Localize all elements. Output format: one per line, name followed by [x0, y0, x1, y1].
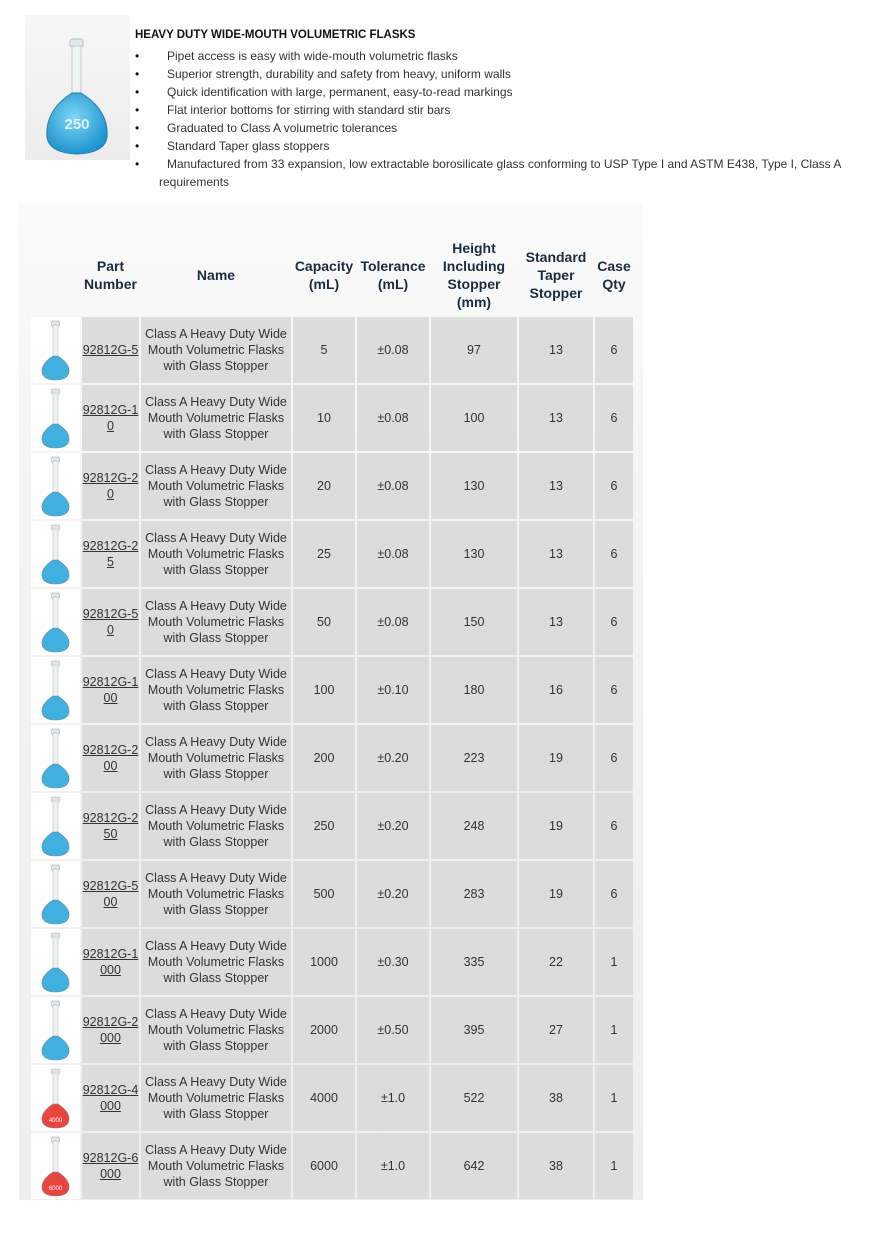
height-cell: 180 [431, 657, 517, 723]
feature-item: • Superior strength, durability and safety from heavy, uniform walls [135, 67, 511, 81]
taper-cell: 19 [519, 725, 593, 791]
part-number-link[interactable]: 92812G-50 [82, 607, 139, 637]
table-header-row [31, 235, 633, 315]
capacity-cell: 50 [293, 589, 355, 655]
part-number-cell [82, 589, 139, 655]
table-row [31, 657, 633, 723]
part-number-cell [82, 793, 139, 859]
part-number-link[interactable]: 92812G-200 [82, 743, 139, 773]
product-name-cell: Class A Heavy Duty Wide Mouth Volumetric Flasks with Glass Stopper [141, 1065, 291, 1131]
capacity-cell: 500 [293, 861, 355, 927]
case-qty-cell: 6 [595, 793, 633, 859]
bullet-mark: • [135, 139, 140, 153]
capacity-cell: 10 [293, 385, 355, 451]
height-cell: 100 [431, 385, 517, 451]
case-qty-cell: 1 [595, 929, 633, 995]
product-table-panel [19, 203, 643, 1200]
capacity-cell: 4000 [293, 1065, 355, 1131]
part-number-cell [82, 997, 139, 1063]
feature-list [135, 47, 865, 191]
flask-thumbnail-cell [31, 861, 80, 927]
part-number-link[interactable]: 92812G-5 [82, 343, 139, 357]
product-name-cell: Class A Heavy Duty Wide Mouth Volumetric Flasks with Glass Stopper [141, 657, 291, 723]
part-number-link[interactable]: 92812G-25 [82, 539, 139, 569]
flask-thumbnail-label: 6000 [48, 1186, 63, 1192]
tolerance-cell: ±0.30 [357, 929, 429, 995]
tolerance-cell: ±0.10 [357, 657, 429, 723]
flask-thumbnail [31, 862, 80, 926]
taper-cell: 19 [519, 861, 593, 927]
product-name-cell: Class A Heavy Duty Wide Mouth Volumetric Flasks with Glass Stopper [141, 589, 291, 655]
flask-thumbnail [31, 1066, 80, 1130]
product-name-cell: Class A Heavy Duty Wide Mouth Volumetric Flasks with Glass Stopper [141, 521, 291, 587]
table-row [31, 1065, 633, 1131]
part-number-cell [82, 317, 139, 383]
capacity-cell: 1000 [293, 929, 355, 995]
flask-thumbnail [31, 930, 80, 994]
flask-thumbnail-cell [31, 725, 80, 791]
table-row [31, 317, 633, 383]
feature-item: • Manufactured from 33 expansion, low extractable borosilicate glass conforming to USP Type I and ASTM E438, Type I, Class A requirements [135, 157, 842, 189]
height-cell: 130 [431, 521, 517, 587]
taper-cell: 22 [519, 929, 593, 995]
tolerance-cell: ±0.08 [357, 317, 429, 383]
col-header-image [31, 235, 80, 315]
table-row [31, 997, 633, 1063]
case-qty-cell: 6 [595, 385, 633, 451]
col-header-name: Name [196, 267, 236, 283]
bullet-mark: • [135, 157, 140, 171]
product-name-cell: Class A Heavy Duty Wide Mouth Volumetric Flasks with Glass Stopper [141, 385, 291, 451]
tolerance-cell: ±0.08 [357, 521, 429, 587]
flask-thumbnail-cell [31, 1133, 80, 1199]
product-name-cell: Class A Heavy Duty Wide Mouth Volumetric Flasks with Glass Stopper [141, 453, 291, 519]
flask-thumbnail [31, 386, 80, 450]
part-number-cell [82, 657, 139, 723]
capacity-cell: 20 [293, 453, 355, 519]
tolerance-cell: ±0.20 [357, 861, 429, 927]
height-cell: 642 [431, 1133, 517, 1199]
part-number-link[interactable]: 92812G-100 [82, 675, 139, 705]
capacity-cell: 25 [293, 521, 355, 587]
taper-cell: 38 [519, 1065, 593, 1131]
flask-thumbnail [31, 1134, 80, 1198]
tolerance-cell: ±0.20 [357, 793, 429, 859]
table-row [31, 453, 633, 519]
bullet-mark: • [135, 103, 140, 117]
feature-item: • Graduated to Class A volumetric tolerances [135, 121, 398, 135]
case-qty-cell: 6 [595, 453, 633, 519]
tolerance-cell: ±0.50 [357, 997, 429, 1063]
feature-item: • Standard Taper glass stoppers [135, 139, 330, 153]
case-qty-cell: 6 [595, 521, 633, 587]
flask-thumbnail [31, 794, 80, 858]
case-qty-cell: 6 [595, 657, 633, 723]
product-title: HEAVY DUTY WIDE-MOUTH VOLUMETRIC FLASKS [135, 29, 416, 41]
table-row [31, 589, 633, 655]
product-table [29, 233, 635, 1201]
height-cell: 97 [431, 317, 517, 383]
flask-thumbnail-cell [31, 521, 80, 587]
bullet-mark: • [135, 49, 140, 63]
flask-thumbnail-cell [31, 997, 80, 1063]
col-header-case-qty: Case Qty [597, 258, 631, 292]
part-number-cell [82, 1065, 139, 1131]
table-row [31, 1133, 633, 1199]
height-cell: 395 [431, 997, 517, 1063]
product-name-cell: Class A Heavy Duty Wide Mouth Volumetric Flasks with Glass Stopper [141, 725, 291, 791]
taper-cell: 13 [519, 385, 593, 451]
case-qty-cell: 6 [595, 861, 633, 927]
flask-thumbnail-cell [31, 385, 80, 451]
part-number-link[interactable]: 92812G-4000 [82, 1083, 139, 1113]
part-number-link[interactable]: 92812G-20 [82, 471, 139, 501]
case-qty-cell: 6 [595, 589, 633, 655]
capacity-cell: 2000 [293, 997, 355, 1063]
product-name-cell: Class A Heavy Duty Wide Mouth Volumetric Flasks with Glass Stopper [141, 1133, 291, 1199]
flask-thumbnail [31, 726, 80, 790]
height-cell: 335 [431, 929, 517, 995]
flask-thumbnail-cell [31, 317, 80, 383]
case-qty-cell: 1 [595, 997, 633, 1063]
case-qty-cell: 6 [595, 725, 633, 791]
part-number-link[interactable]: 92812G-250 [82, 811, 139, 841]
table-row [31, 725, 633, 791]
bullet-mark: • [135, 67, 140, 81]
case-qty-cell: 6 [595, 317, 633, 383]
col-header-height: Height Including Stopper (mm) [442, 240, 506, 310]
height-cell: 150 [431, 589, 517, 655]
capacity-cell: 100 [293, 657, 355, 723]
col-header-part-number: Part Number [84, 258, 137, 292]
product-name-cell: Class A Heavy Duty Wide Mouth Volumetric Flasks with Glass Stopper [141, 997, 291, 1063]
product-name-cell: Class A Heavy Duty Wide Mouth Volumetric Flasks with Glass Stopper [141, 929, 291, 995]
flask-thumbnail [31, 998, 80, 1062]
part-number-link[interactable]: 92812G-500 [82, 879, 139, 909]
height-cell: 223 [431, 725, 517, 791]
flask-thumbnail-cell [31, 453, 80, 519]
table-row [31, 521, 633, 587]
taper-cell: 27 [519, 997, 593, 1063]
capacity-cell: 200 [293, 725, 355, 791]
part-number-link[interactable]: 92812G-6000 [82, 1151, 139, 1181]
flask-thumbnail [31, 658, 80, 722]
part-number-link[interactable]: 92812G-1000 [82, 947, 139, 977]
height-cell: 248 [431, 793, 517, 859]
part-number-cell [82, 385, 139, 451]
table-row [31, 385, 633, 451]
flask-thumbnail-cell [31, 1065, 80, 1131]
table-row [31, 793, 633, 859]
part-number-cell [82, 929, 139, 995]
tolerance-cell: ±0.08 [357, 589, 429, 655]
product-name-cell: Class A Heavy Duty Wide Mouth Volumetric Flasks with Glass Stopper [141, 793, 291, 859]
taper-cell: 38 [519, 1133, 593, 1199]
taper-cell: 19 [519, 793, 593, 859]
feature-item: • Quick identification with large, permanent, easy-to-read markings [135, 85, 513, 99]
height-cell: 130 [431, 453, 517, 519]
flask-thumbnail-cell [31, 793, 80, 859]
flask-thumbnail [31, 318, 80, 382]
capacity-cell: 5 [293, 317, 355, 383]
flask-thumbnail-cell [31, 657, 80, 723]
tolerance-cell: ±1.0 [357, 1133, 429, 1199]
taper-cell: 13 [519, 589, 593, 655]
part-number-link[interactable]: 92812G-2000 [82, 1015, 139, 1045]
part-number-cell [82, 861, 139, 927]
height-cell: 283 [431, 861, 517, 927]
capacity-cell: 6000 [293, 1133, 355, 1199]
flask-thumbnail [31, 522, 80, 586]
part-number-link[interactable]: 92812G-10 [82, 403, 139, 433]
hero-flask-image [25, 15, 130, 160]
taper-cell: 13 [519, 453, 593, 519]
case-qty-cell: 1 [595, 1133, 633, 1199]
case-qty-cell: 1 [595, 1065, 633, 1131]
taper-cell: 16 [519, 657, 593, 723]
tolerance-cell: ±0.08 [357, 453, 429, 519]
part-number-cell [82, 521, 139, 587]
part-number-cell [82, 725, 139, 791]
taper-cell: 13 [519, 521, 593, 587]
capacity-cell: 250 [293, 793, 355, 859]
flask-thumbnail-label: 4000 [48, 1118, 63, 1124]
col-header-taper: Standard Taper Stopper [525, 249, 587, 301]
tolerance-cell: ±1.0 [357, 1065, 429, 1131]
feature-item: • Pipet access is easy with wide-mouth volumetric flasks [135, 49, 458, 63]
product-name-cell: Class A Heavy Duty Wide Mouth Volumetric Flasks with Glass Stopper [141, 317, 291, 383]
col-header-tolerance: Tolerance (mL) [360, 258, 426, 292]
taper-cell: 13 [519, 317, 593, 383]
part-number-cell [82, 453, 139, 519]
flask-thumbnail-cell [31, 589, 80, 655]
part-number-cell [82, 1133, 139, 1199]
height-cell: 522 [431, 1065, 517, 1131]
table-row [31, 929, 633, 995]
bullet-mark: • [135, 85, 140, 99]
col-header-capacity: Capacity (mL) [294, 258, 354, 292]
hero-flask-label: 250 [64, 116, 90, 133]
table-row [31, 861, 633, 927]
bullet-mark: • [135, 121, 140, 135]
flask-thumbnail [31, 454, 80, 518]
tolerance-cell: ±0.20 [357, 725, 429, 791]
flask-thumbnail-cell [31, 929, 80, 995]
tolerance-cell: ±0.08 [357, 385, 429, 451]
product-name-cell: Class A Heavy Duty Wide Mouth Volumetric Flasks with Glass Stopper [141, 861, 291, 927]
feature-item: • Flat interior bottoms for stirring with standard stir bars [135, 103, 451, 117]
flask-thumbnail [31, 590, 80, 654]
